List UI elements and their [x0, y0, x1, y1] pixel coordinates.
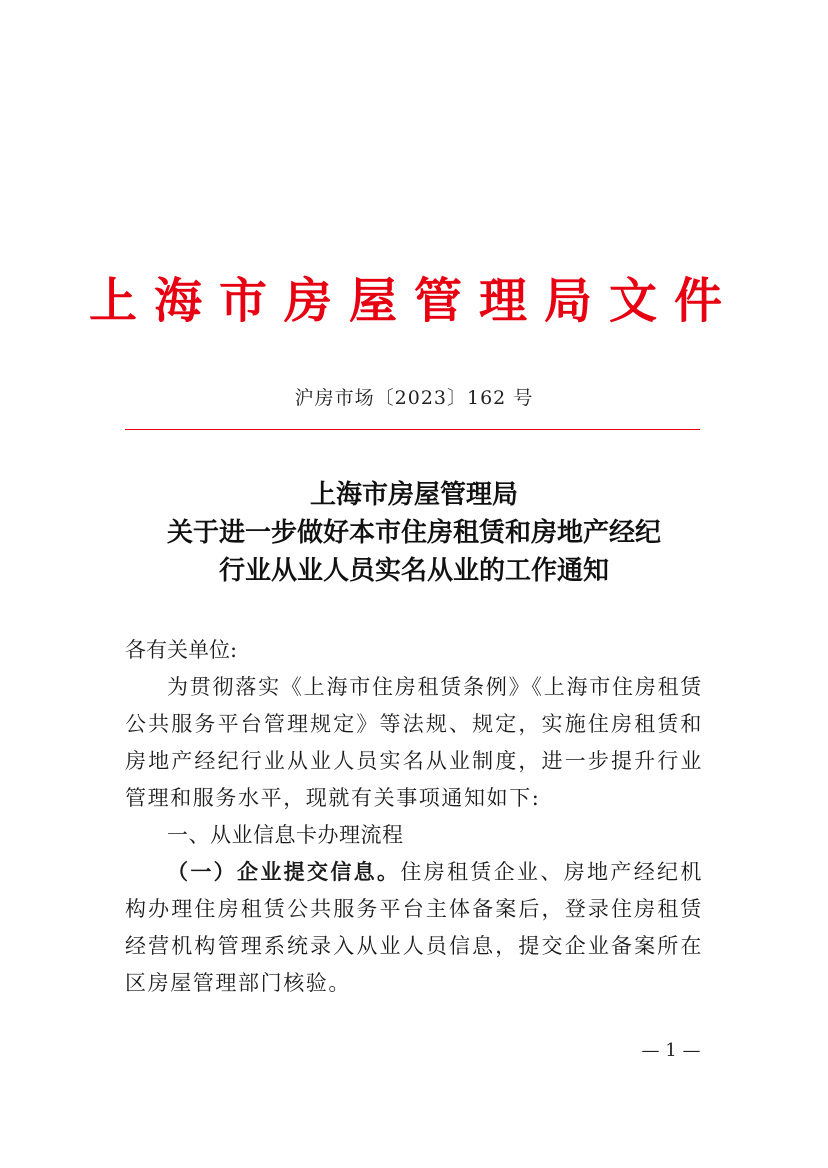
page-number: — 1 — [641, 1040, 701, 1061]
document-body [125, 632, 703, 1002]
title-line-3: 行业从业人员实名从业的工作通知 [218, 556, 609, 586]
title-line-1: 上海市房屋管理局 [309, 480, 518, 510]
sub-section-text-1: 住房租赁企业、房地产经纪机构办理住房租赁公共服务平台主体备案后，登录住房租赁经营机构管理系统录入从业人员信息，提交企业备案所在区房屋管理部门核验。 [125, 860, 703, 995]
title-line-2: 关于进一步做好本市住房租赁和房地产经纪 [166, 518, 661, 548]
document-title [0, 476, 828, 590]
red-separator-line [125, 429, 700, 430]
salutation: 各有关单位: [125, 638, 238, 662]
sub-heading-1: （一）企业提交信息。 [167, 860, 401, 884]
section-heading-1: 一、从业信息卡办理流程 [167, 823, 404, 847]
intro-paragraph: 为贯彻落实《上海市住房租赁条例》《上海市住房租赁公共服务平台管理规定》等法规、规定，实施住房租赁和房地产经纪行业从业人员实名从业制度，进一步提升行业管理和服务水平，现就有关事项通知如下: [125, 675, 703, 810]
document-number: 沪房市场〔2023〕162 号 [294, 387, 534, 409]
issuing-authority-header: 上海市房屋管理局文件 [88, 273, 739, 329]
sub-section-paragraph-1 [125, 854, 703, 1002]
